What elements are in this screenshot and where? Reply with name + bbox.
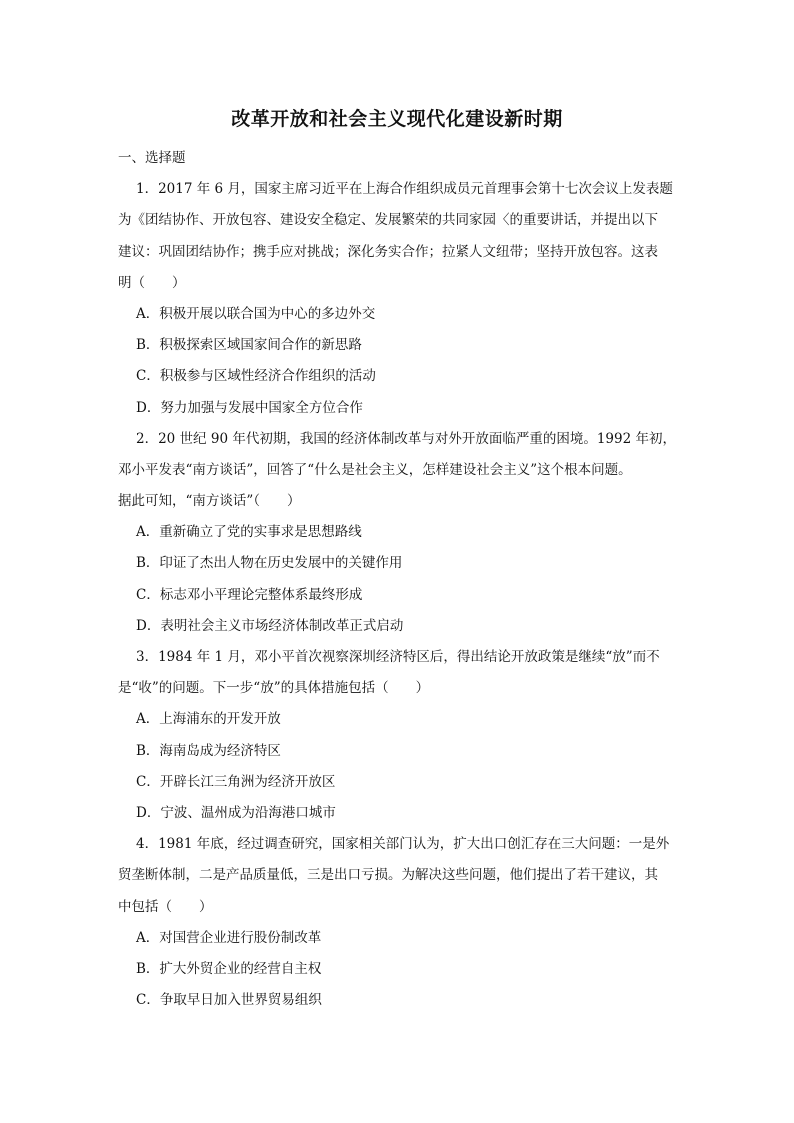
option-a: A．重新确立了党的实事求是思想路线 xyxy=(136,524,362,541)
option-c: C．开辟长江三角洲为经济开放区 xyxy=(136,773,336,790)
question-stem-line: 据此可知，“南方谈话”（ ） xyxy=(118,493,301,510)
option-c: C．争取早日加入世界贸易组织 xyxy=(136,992,322,1009)
option-d: D．努力加强与发展中国家全方位合作 xyxy=(136,399,363,416)
option-a: A．积极开展以联合国为中心的多边外交 xyxy=(136,305,376,322)
option-c: C．标志邓小平理论完整体系最终形成 xyxy=(136,586,363,603)
question-stem-line: 1．2017 年 6 月，国家主席习近平在上海合作组织成员元首理事会第十七次会议上发表题 xyxy=(136,181,673,198)
document-body xyxy=(118,143,678,1016)
question-1 xyxy=(118,174,678,424)
question-stem-line: 贸垄断体制，二是产品质量低，三是出口亏损。为解决这些问题，他们提出了若干建议，其 xyxy=(118,867,658,884)
question-2 xyxy=(118,424,678,642)
page-title: 改革开放和社会主义现代化建设新时期 xyxy=(231,108,563,130)
option-c: C．积极参与区域性经济合作组织的活动 xyxy=(136,368,376,385)
question-stem-line: 明（ ） xyxy=(118,274,186,291)
question-3 xyxy=(118,642,678,829)
question-stem-line: 邓小平发表“南方谈话”，回答了“什么是社会主义，怎样建设社会主义”这个根本问题。 xyxy=(118,461,632,478)
question-stem-line: 为《团结协作、开放包容、建设安全稳定、发展繁荣的共同家园〈的重要讲话，并提出以下 xyxy=(118,212,658,229)
option-b: B．海南岛成为经济特区 xyxy=(136,742,281,759)
option-a: A．对国营企业进行股份制改革 xyxy=(136,929,322,946)
option-b: B．印证了杰出人物在历史发展中的关键作用 xyxy=(136,555,403,572)
option-b: B．扩大外贸企业的经营自主权 xyxy=(136,960,322,977)
question-stem-line: 4．1981 年底，经过调查研究，国家相关部门认为，扩大出口创汇存在三大问题：一是外 xyxy=(136,836,670,853)
option-b: B．积极探索区域国家间合作的新思路 xyxy=(136,337,362,354)
section-heading: 一、选择题 xyxy=(118,150,186,166)
question-stem-line: 是“收”的问题。下一步“放”的具体措施包括（ ） xyxy=(118,680,430,697)
option-d: D．表明社会主义市场经济体制改革正式启动 xyxy=(136,617,404,634)
question-4 xyxy=(118,829,678,1016)
option-a: A．上海浦东的开发开放 xyxy=(136,711,281,728)
question-stem-line: 中包括（ ） xyxy=(118,898,213,915)
question-stem-line: 2．20 世纪 90 年代初期，我国的经济体制改革与对外开放面临严重的困境。1992 年初， xyxy=(136,430,676,447)
question-stem-line: 建议：巩固团结协作；携手应对挑战；深化务实合作；拉紧人文纽带；坚持开放包容。这表 xyxy=(118,243,658,260)
option-d: D．宁波、温州成为沿海港口城市 xyxy=(136,804,336,821)
question-stem-line: 3．1984 年 1 月，邓小平首次视察深圳经济特区后，得出结论开放政策是继续“放”而不 xyxy=(136,649,660,665)
